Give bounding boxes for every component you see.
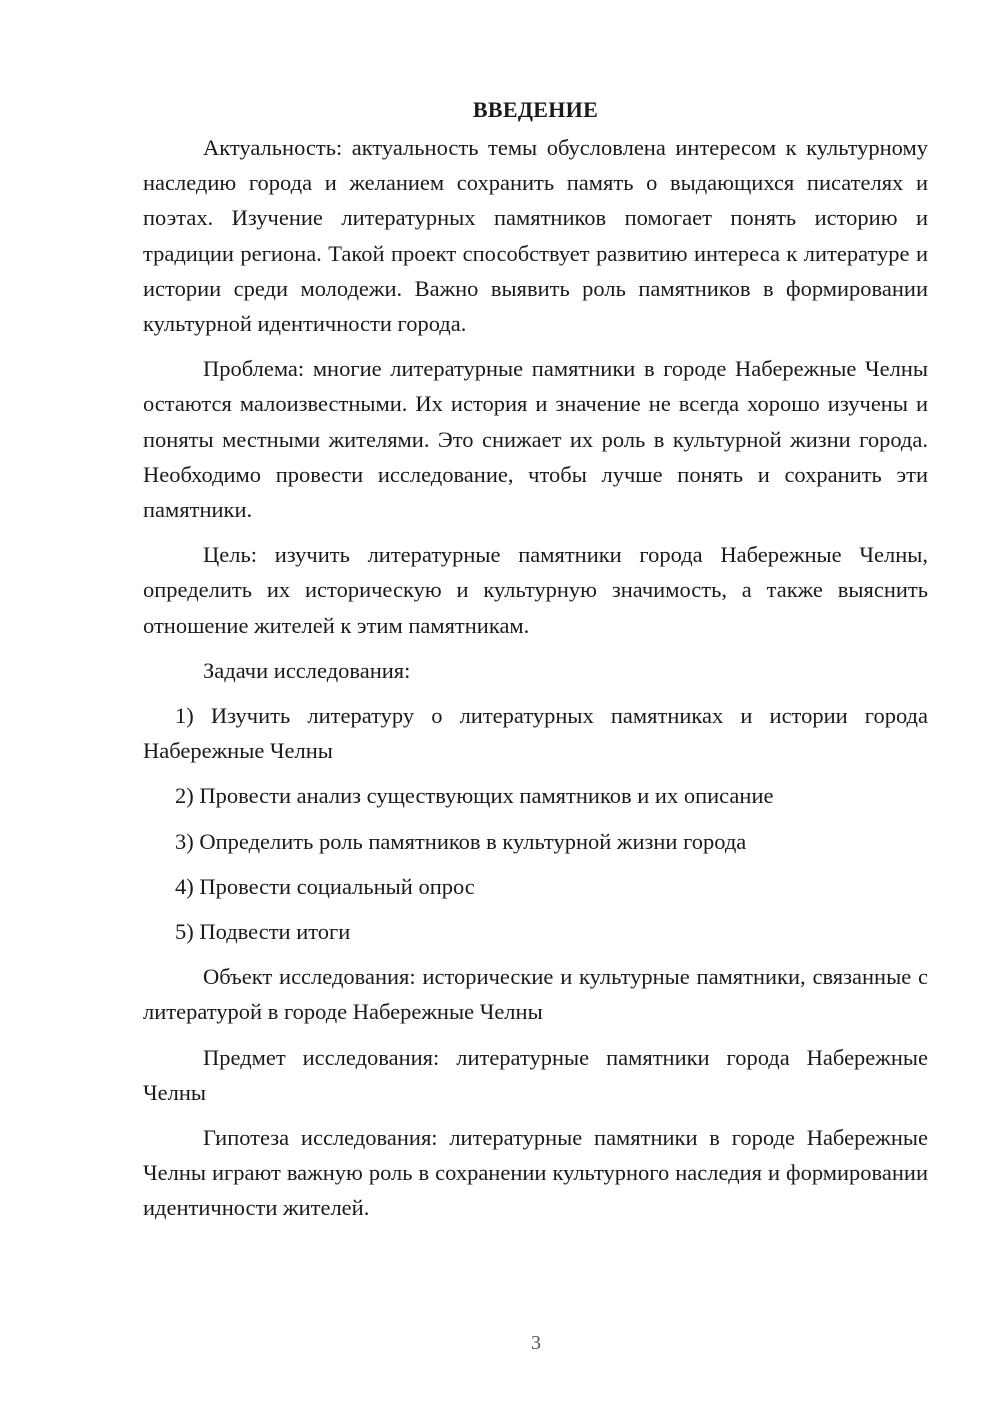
relevance-paragraph: Актуальность: актуальность темы обусловлена интересом к культурному наследию города и желанием сохранить память о выдающихся писателях и поэтах. Изучение литературных памятников помогает понять историю и традиции региона. Такой проект способствует развитию интереса к литературе и истории среди молодежи. Важно выявить роль памятников в формировании культурной идентичности города. <box>143 135 928 337</box>
problem-paragraph: Проблема: многие литературные памятники в городе Набережные Челны остаются малоизвестными. Их история и значение не всегда хорошо изучены и поняты местными жителями. Это снижает их роль в культурной жизни города. Необходимо провести исследование, чтобы лучше понять и сохранить эти памятники. <box>143 356 928 523</box>
object-paragraph: Объект исследования: исторические и культурные памятники, связанные с литературой в городе Набережные Челны <box>143 964 928 1025</box>
section-heading: ВВЕДЕНИЕ <box>472 97 599 122</box>
hypothesis-paragraph: Гипотеза исследования: литературные памятники в городе Набережные Челны играют важную роль в сохранении культурного наследия и формировании идентичности жителей. <box>143 1125 928 1221</box>
task-item-3: 3) Определить роль памятников в культурной жизни города <box>175 828 747 854</box>
goal-paragraph: Цель: изучить литературные памятники города Набережные Челны, определить их историческую и культурную значимость, а также выяснить отношение жителей к этим памятникам. <box>143 542 928 638</box>
page-number: 3 <box>531 1332 541 1354</box>
task-item-2: 2) Провести анализ существующих памятников и их описание <box>175 783 774 809</box>
task-item-4: 4) Провести социальный опрос <box>175 873 475 899</box>
subject-paragraph: Предмет исследования: литературные памятники города Набережные Челны <box>143 1044 928 1105</box>
task-item-5: 5) Подвести итоги <box>175 919 351 945</box>
page-content <box>143 92 928 1236</box>
tasks-intro: Задачи исследования: <box>203 657 411 683</box>
task-item-1: 1) Изучить литературу о литературных памятниках и истории города Набережные Челны <box>143 703 928 764</box>
